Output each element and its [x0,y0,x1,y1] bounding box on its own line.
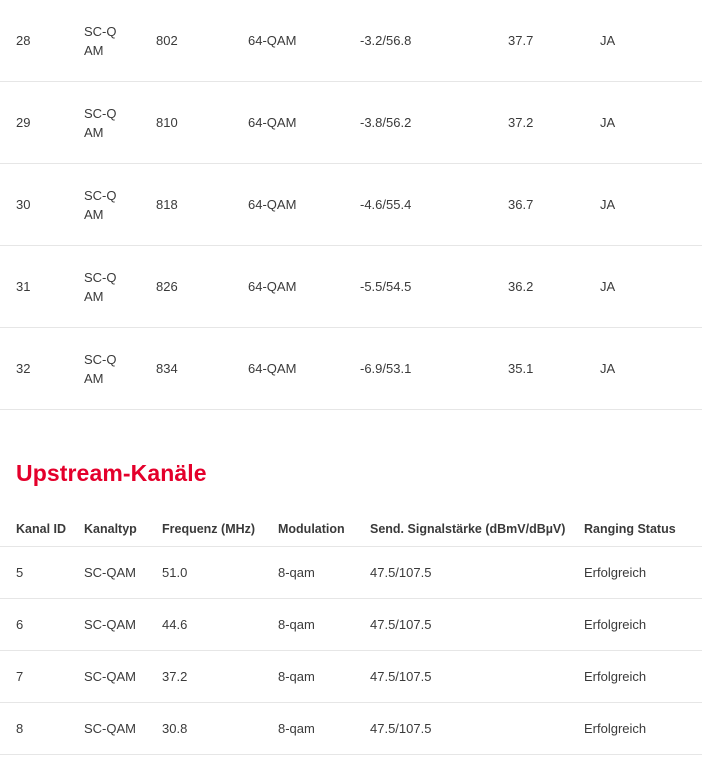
column-header-kanal-id: Kanal ID [0,512,84,547]
upstream-power: 47.5/107.5 [370,703,584,755]
upstream-power: 47.5/107.5 [370,599,584,651]
downstream-locked: JA [600,0,702,82]
upstream-channel-id: 5 [0,547,84,599]
column-header-frequenz: Frequenz (MHz) [162,512,278,547]
upstream-power: 47.5/107.5 [370,651,584,703]
downstream-channel-id: 30 [0,164,84,246]
downstream-frequency: 810 [156,82,248,164]
upstream-channel-id: 6 [0,599,84,651]
table-row [0,599,702,651]
table-row [0,0,702,82]
upstream-modulation: 8-qam [278,703,370,755]
downstream-value: 37.7 [508,0,600,82]
channel-type-text: SC-QAM [84,23,117,58]
downstream-power-snr: -4.6/55.4 [360,164,508,246]
upstream-table-head [0,512,702,547]
upstream-modulation: 8-qam [278,547,370,599]
upstream-section-header [0,410,702,486]
upstream-channel-type: SC-QAM [84,547,162,599]
table-row [0,82,702,164]
downstream-channel-type [84,0,156,82]
downstream-value: 36.7 [508,164,600,246]
upstream-channel-type: SC-QAM [84,599,162,651]
downstream-frequency: 802 [156,0,248,82]
page-title: Upstream-Kanäle [16,460,207,486]
table-row [0,651,702,703]
downstream-value: 37.2 [508,82,600,164]
column-header-modulation: Modulation [278,512,370,547]
upstream-ranging-status: Erfolgreich [584,651,702,703]
upstream-modulation: 8-qam [278,599,370,651]
column-header-sendeleistung: Send. Signalstärke (dBmV/dBµV) [370,512,584,547]
table-row [0,703,702,755]
upstream-channel-type: SC-QAM [84,651,162,703]
channel-type-text: SC-QAM [84,105,117,140]
downstream-channel-type [84,164,156,246]
downstream-value: 36.2 [508,246,600,328]
downstream-channel-type [84,246,156,328]
table-header-row [0,512,702,547]
downstream-frequency: 834 [156,328,248,410]
upstream-channel-id: 8 [0,703,84,755]
downstream-channel-id: 29 [0,82,84,164]
channel-type-text: SC-QAM [84,187,117,222]
downstream-locked: JA [600,164,702,246]
upstream-ranging-status: Erfolgreich [584,599,702,651]
downstream-modulation: 64-QAM [248,328,360,410]
downstream-value: 35.1 [508,328,600,410]
upstream-frequency: 44.6 [162,599,278,651]
column-header-kanaltyp: Kanaltyp [84,512,162,547]
downstream-frequency: 818 [156,164,248,246]
upstream-channel-type: SC-QAM [84,703,162,755]
downstream-modulation: 64-QAM [248,0,360,82]
downstream-channel-id: 31 [0,246,84,328]
table-row [0,547,702,599]
downstream-power-snr: -3.2/56.8 [360,0,508,82]
upstream-frequency: 37.2 [162,651,278,703]
upstream-frequency: 30.8 [162,703,278,755]
upstream-table-body [0,547,702,755]
upstream-channels-table [0,512,702,755]
upstream-power: 47.5/107.5 [370,547,584,599]
upstream-modulation: 8-qam [278,651,370,703]
downstream-frequency: 826 [156,246,248,328]
downstream-channel-type [84,328,156,410]
table-row [0,328,702,410]
channel-type-text: SC-QAM [84,351,117,386]
upstream-frequency: 51.0 [162,547,278,599]
downstream-modulation: 64-QAM [248,164,360,246]
downstream-locked: JA [600,246,702,328]
upstream-ranging-status: Erfolgreich [584,547,702,599]
downstream-power-snr: -5.5/54.5 [360,246,508,328]
downstream-power-snr: -6.9/53.1 [360,328,508,410]
downstream-locked: JA [600,328,702,410]
column-header-ranging-status: Ranging Status [584,512,702,547]
upstream-channel-id: 7 [0,651,84,703]
downstream-channel-id: 32 [0,328,84,410]
table-row [0,164,702,246]
upstream-ranging-status: Erfolgreich [584,703,702,755]
downstream-power-snr: -3.8/56.2 [360,82,508,164]
table-row [0,246,702,328]
downstream-locked: JA [600,82,702,164]
downstream-modulation: 64-QAM [248,246,360,328]
channel-type-text: SC-QAM [84,269,117,304]
downstream-modulation: 64-QAM [248,82,360,164]
upstream-section [0,486,702,755]
downstream-channel-id: 28 [0,0,84,82]
downstream-channel-type [84,82,156,164]
